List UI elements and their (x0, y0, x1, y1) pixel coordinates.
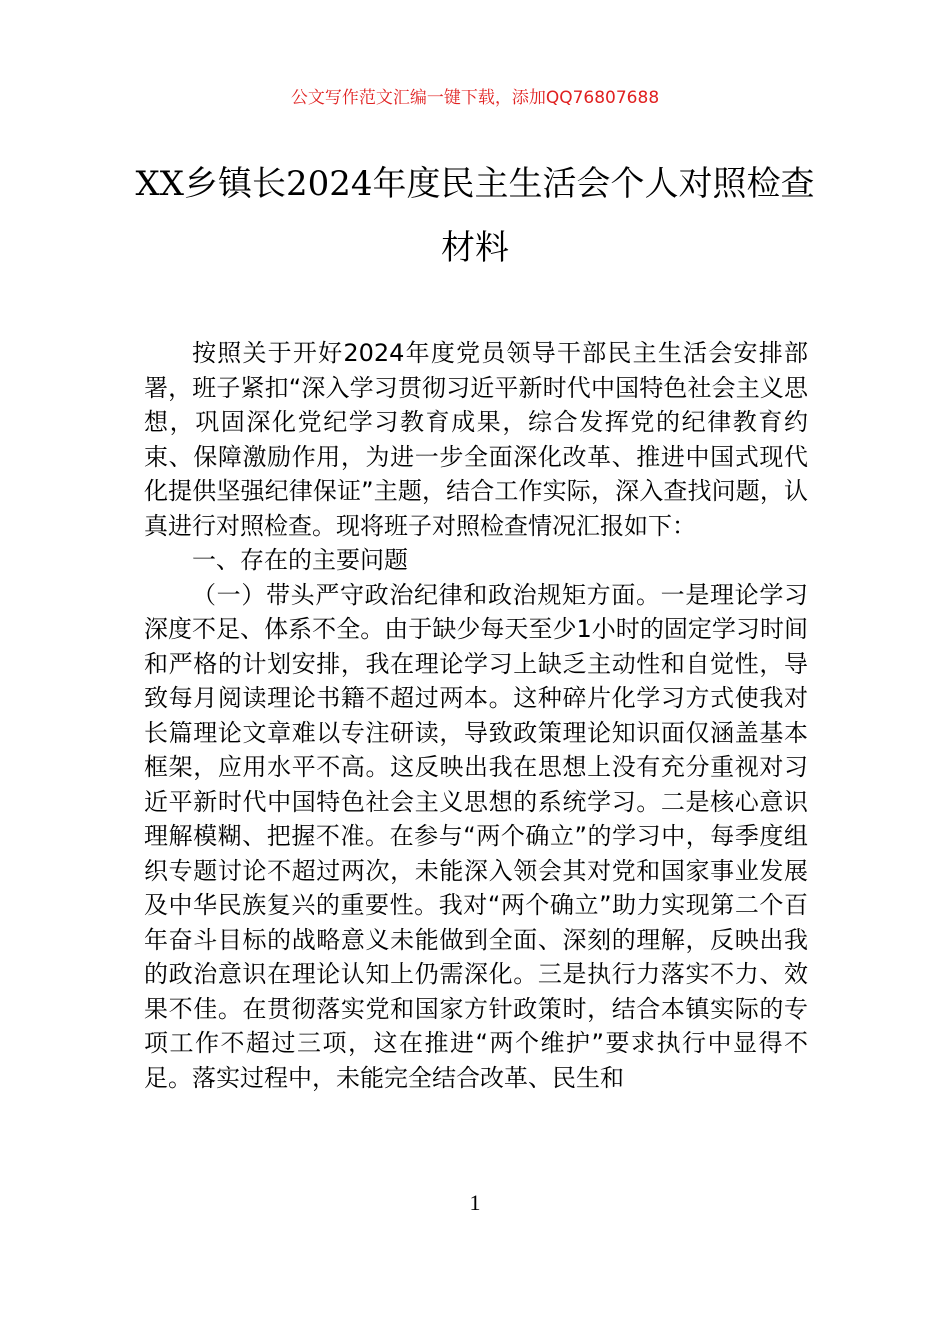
document-body (144, 336, 808, 1095)
section-heading: 一、存在的主要问题 (192, 546, 408, 574)
watermark-text: 公文写作范文汇编一键下载，添加QQ76807688 (290, 88, 660, 108)
paragraph-intro: 按照关于开好2024年度党员领导干部民主生活会安排部署，班子紧扣“深入学习贯彻习近平新时代中国特色社会主义思想，巩固深化党纪学习教育成果，综合发挥党的纪律教育约束、保障激励作用，为进一步全面深化改革、推进中国式现代化提供坚强纪律保证”主题，结合工作实际，深入查找问题，认真进行对照检查。现将班子对照检查情况汇报如下： (144, 339, 808, 540)
page-number: 1 (469, 1190, 481, 1215)
paragraph-section-1: （一）带头严守政治纪律和政治规矩方面。一是理论学习深度不足、体系不全。由于缺少每天至少1小时的固定学习时间和严格的计划安排，我在理论学习上缺乏主动性和自觉性，导致每月阅读理论书籍不超过两本。这种碎片化学习方式使我对长篇理论文章难以专注研读，导致政策理论知识面仅涵盖基本框架，应用水平不高。这反映出我在思想上没有充分重视对习近平新时代中国特色社会主义思想的系统学习。二是核心意识理解模糊、把握不准。在参与“两个确立”的学习中，每季度组织专题讨论不超过两次，未能深入领会其对党和国家事业发展及中华民族复兴的重要性。我对“两个确立”助力实现第二个百年奋斗目标的战略意义未能做到全面、深刻的理解，反映出我的政治意识在理论认知上仍需深化。三是执行力落实不力、效果不佳。在贯彻落实党和国家方针政策时，结合本镇实际的专项工作不超过三项，这在推进“两个维护”要求执行中显得不足。落实过程中，未能完全结合改革、民生和 (144, 580, 808, 1092)
document-title: XX乡镇长2024年度民主生活会个人对照检查材料 (135, 164, 815, 268)
